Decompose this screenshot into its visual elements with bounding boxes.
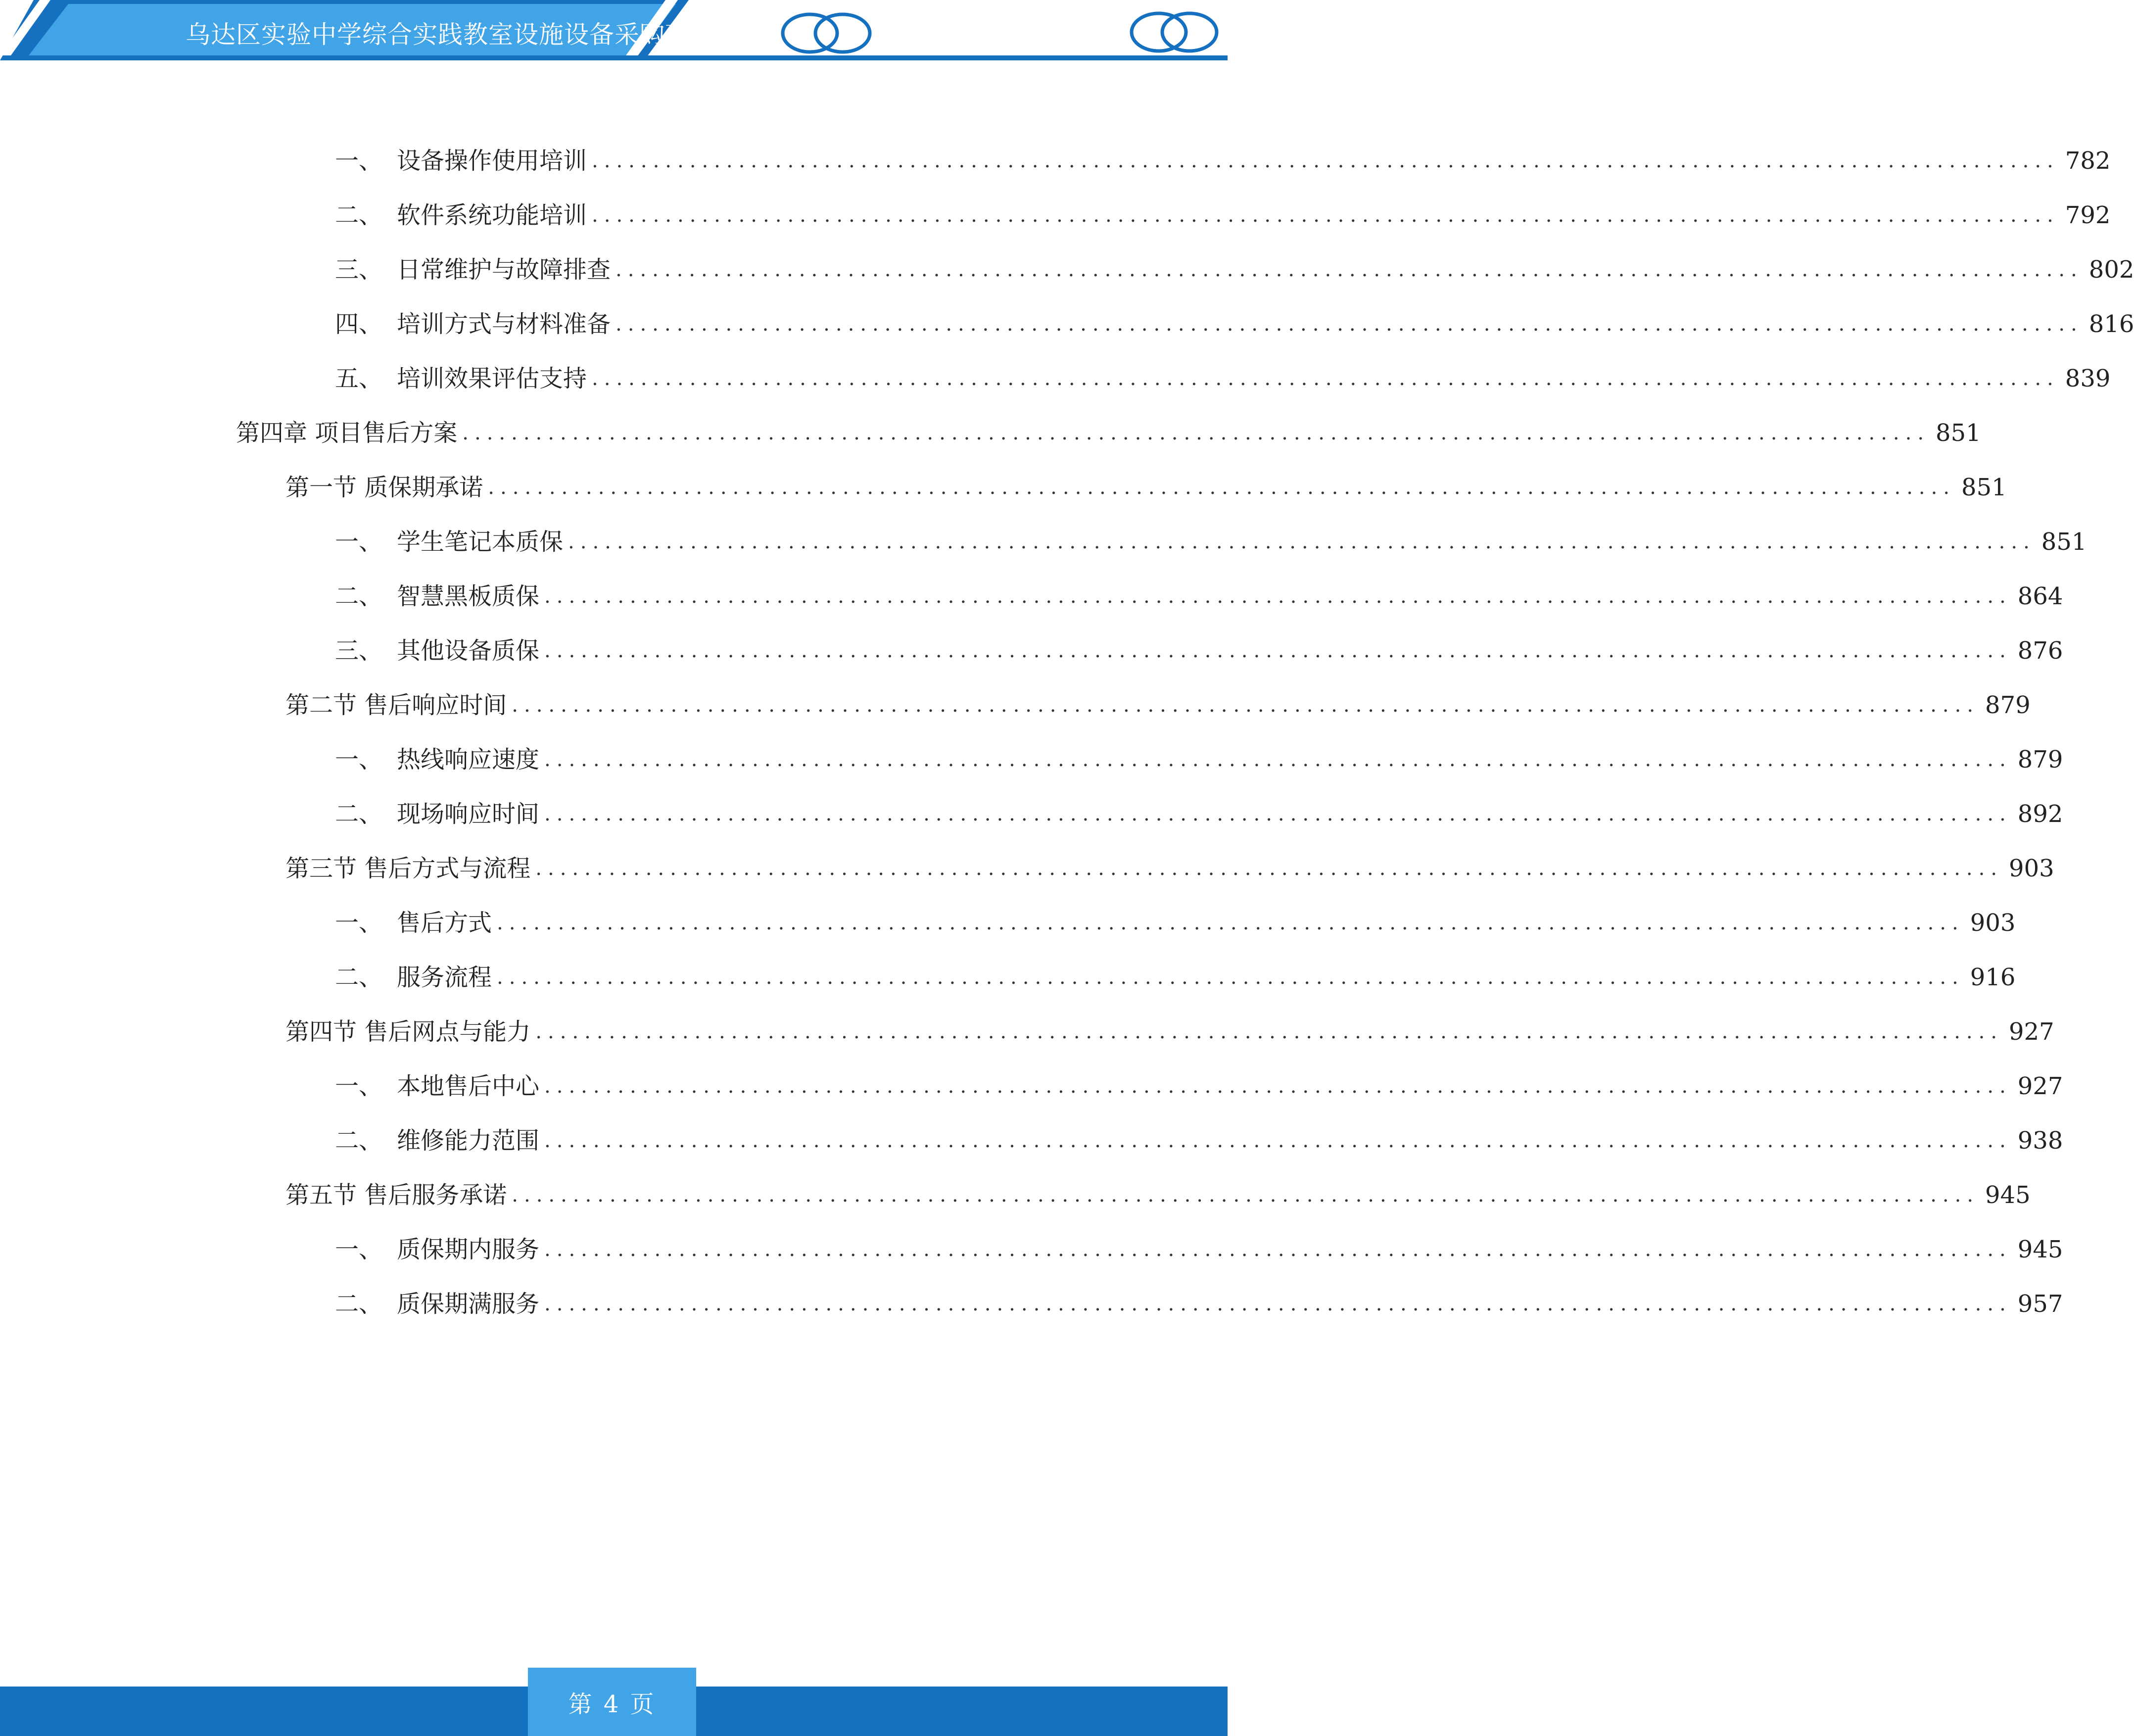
toc-entry-label <box>335 527 568 557</box>
toc-entry-label <box>335 1235 544 1264</box>
toc-entry-page: 945 <box>1985 1181 2031 1209</box>
toc-entry-page: 879 <box>2017 746 2063 773</box>
toc-dot-leader: ........................................................................................................................ <box>462 422 1930 444</box>
toc-entry[interactable] <box>0 624 2063 678</box>
toc-entry-page: 802 <box>2088 256 2134 284</box>
toc-dot-leader: ........................................................................................................................ <box>544 1129 2012 1152</box>
toc-entry-label <box>335 364 592 393</box>
toc-entry-label <box>335 1289 544 1319</box>
toc-entry-number: 一、 <box>335 909 383 937</box>
toc-entry-number: 二、 <box>335 582 383 610</box>
document-title: 乌达区实验中学综合实践教室设施设备采购项目 投标文件 <box>186 20 825 49</box>
toc-entry-page: 945 <box>2017 1236 2063 1263</box>
toc-entry-title: 本地售后中心 <box>397 1072 540 1100</box>
toc-entry-page: 851 <box>1936 419 1981 447</box>
toc-entry-page: 879 <box>1985 691 2031 719</box>
toc-entry-title: 智慧黑板质保 <box>397 582 540 610</box>
toc-entry-page: 876 <box>2017 637 2063 665</box>
toc-entry-label <box>335 745 544 774</box>
toc-entry-page: 851 <box>1961 474 2007 501</box>
toc-entry-number: 二、 <box>335 800 383 828</box>
toc-entry-page: 864 <box>2017 582 2063 610</box>
toc-entry-number: 三、 <box>335 256 383 284</box>
toc-dot-leader: ........................................................................................................................ <box>544 1075 2012 1098</box>
toc-entry-label <box>335 799 544 829</box>
toc-dot-leader: ........................................................................................................................ <box>616 313 2083 336</box>
toc-entry-title: 第五节 售后服务承诺 <box>285 1181 507 1209</box>
toc-entry-number: 二、 <box>335 201 383 229</box>
toc-entry-title: 质保期内服务 <box>397 1236 540 1263</box>
toc-entry-title: 培训效果评估支持 <box>397 365 587 392</box>
toc-entry-title: 其他设备质保 <box>397 637 540 665</box>
toc-entry-number: 三、 <box>335 637 383 665</box>
toc-entry[interactable] <box>0 841 2054 896</box>
toc-entry-label <box>335 636 544 666</box>
toc-dot-leader: ........................................................................................................................ <box>535 1020 2003 1043</box>
toc-entry-label <box>285 854 535 883</box>
toc-entry-number: 一、 <box>335 1236 383 1263</box>
toc-entry[interactable] <box>0 1168 2031 1222</box>
toc-entry-page: 851 <box>2041 528 2087 556</box>
toc-entry[interactable] <box>0 1005 2054 1059</box>
toc-entry-label <box>285 1017 535 1047</box>
toc-entry-label <box>335 1126 544 1156</box>
toc-entry-page: 927 <box>2009 1018 2054 1046</box>
toc-dot-leader: ........................................................................................................................ <box>544 639 2012 662</box>
toc-entry-number: 一、 <box>335 746 383 773</box>
toc-dot-leader: ........................................................................................................................ <box>544 585 2012 608</box>
toc-entry-title: 第四节 售后网点与能力 <box>285 1018 531 1046</box>
toc-dot-leader: ........................................................................................................................ <box>512 694 1980 717</box>
toc-entry[interactable] <box>0 460 2007 515</box>
page-number: 第 4 页 <box>528 1668 696 1736</box>
toc-entry-label <box>335 200 592 230</box>
double-ring-icon <box>779 11 873 55</box>
toc-entry[interactable] <box>0 297 2134 351</box>
toc-entry-label <box>335 908 497 938</box>
toc-dot-leader: ........................................................................................................................ <box>568 530 2036 553</box>
toc-entry-number: 一、 <box>335 528 383 556</box>
toc-entry-title: 日常维护与故障排查 <box>397 256 611 284</box>
toc-dot-leader: ........................................................................................................................ <box>535 857 2003 880</box>
toc-entry-title: 软件系统功能培训 <box>397 201 587 229</box>
toc-entry[interactable] <box>0 1222 2063 1277</box>
toc-dot-leader: ........................................................................................................................ <box>544 1238 2012 1261</box>
toc-dot-leader: ........................................................................................................................ <box>512 1184 1980 1206</box>
toc-entry-page: 903 <box>1970 909 2016 937</box>
toc-entry-number: 五、 <box>335 365 383 392</box>
toc-dot-leader: ........................................................................................................................ <box>544 748 2012 771</box>
toc-entry[interactable] <box>0 787 2063 841</box>
toc-entry-number: 二、 <box>335 964 383 991</box>
toc-entry-page: 892 <box>2017 800 2063 828</box>
toc-entry-title: 设备操作使用培训 <box>397 147 587 175</box>
toc-entry-page: 782 <box>2065 147 2111 175</box>
toc-entry-page: 839 <box>2065 365 2111 392</box>
toc-entry-page: 792 <box>2065 201 2111 229</box>
toc-entry-page: 957 <box>2017 1290 2063 1318</box>
toc-dot-leader: ........................................................................................................................ <box>544 803 2012 825</box>
toc-dot-leader: ........................................................................................................................ <box>544 1293 2012 1315</box>
toc-entry-page: 938 <box>2017 1127 2063 1155</box>
toc-entry[interactable] <box>0 351 2111 406</box>
toc-entry[interactable] <box>0 1059 2063 1113</box>
toc-entry-number: 四、 <box>335 310 383 338</box>
toc-entry-title: 学生笔记本质保 <box>397 528 564 556</box>
toc-entry-title: 售后方式 <box>397 909 492 937</box>
toc-entry-title: 服务流程 <box>397 964 492 991</box>
toc-entry-page: 903 <box>2009 855 2054 882</box>
toc-entry-title: 培训方式与材料准备 <box>397 310 611 338</box>
toc-entry[interactable] <box>0 1277 2063 1331</box>
toc-dot-leader: ........................................................................................................................ <box>592 204 2059 227</box>
toc-entry-title: 第二节 售后响应时间 <box>285 691 507 719</box>
toc-entry-label <box>285 473 488 502</box>
toc-entry-number: 二、 <box>335 1127 383 1155</box>
toc-entry[interactable] <box>0 134 2111 188</box>
toc-entry[interactable] <box>0 406 1981 460</box>
toc-entry-title: 第一节 质保期承诺 <box>285 474 483 501</box>
toc-entry-page: 916 <box>1970 964 2016 991</box>
toc-entry-label <box>335 146 592 176</box>
toc-entry-number: 一、 <box>335 147 383 175</box>
toc-entry-label <box>335 963 497 992</box>
toc-entry-page: 927 <box>2017 1072 2063 1100</box>
toc-entry-number: 二、 <box>335 1290 383 1318</box>
double-ring-icon <box>1128 10 1220 54</box>
toc-entry[interactable] <box>0 678 2031 732</box>
toc-entry-title: 现场响应时间 <box>397 800 540 828</box>
toc-entry-label <box>335 1071 544 1101</box>
toc-entry-title: 维修能力范围 <box>397 1127 540 1155</box>
toc-entry[interactable] <box>0 515 2087 569</box>
toc-entry-page: 816 <box>2088 310 2134 338</box>
toc-entry[interactable] <box>0 569 2063 624</box>
toc-dot-leader: ........................................................................................................................ <box>616 258 2083 281</box>
toc-dot-leader: ........................................................................................................................ <box>592 367 2059 390</box>
toc-entry-label <box>335 581 544 611</box>
page-header <box>0 0 1228 69</box>
toc-entry[interactable] <box>0 188 2111 242</box>
toc-entry[interactable] <box>0 242 2134 297</box>
toc-entry-label <box>285 1180 512 1210</box>
toc-entry-label <box>335 309 616 339</box>
toc-dot-leader: ........................................................................................................................ <box>488 476 1956 499</box>
toc-dot-leader: ........................................................................................................................ <box>592 149 2059 172</box>
toc-entry-title: 热线响应速度 <box>397 746 540 773</box>
toc-entry-label <box>335 255 616 285</box>
toc-entry-title: 质保期满服务 <box>397 1290 540 1318</box>
toc-entry-title: 第三节 售后方式与流程 <box>285 855 531 882</box>
toc-entry[interactable] <box>0 896 2016 950</box>
table-of-contents <box>0 134 2134 1331</box>
toc-entry[interactable] <box>0 732 2063 787</box>
toc-entry-number: 一、 <box>335 1072 383 1100</box>
toc-entry-label <box>236 418 462 448</box>
toc-entry-label <box>285 690 512 720</box>
toc-dot-leader: ........................................................................................................................ <box>497 912 1964 934</box>
toc-entry-title: 第四章 项目售后方案 <box>236 419 458 447</box>
toc-dot-leader: ........................................................................................................................ <box>497 966 1964 989</box>
toc-entry[interactable] <box>0 1113 2063 1168</box>
toc-entry[interactable] <box>0 950 2016 1005</box>
